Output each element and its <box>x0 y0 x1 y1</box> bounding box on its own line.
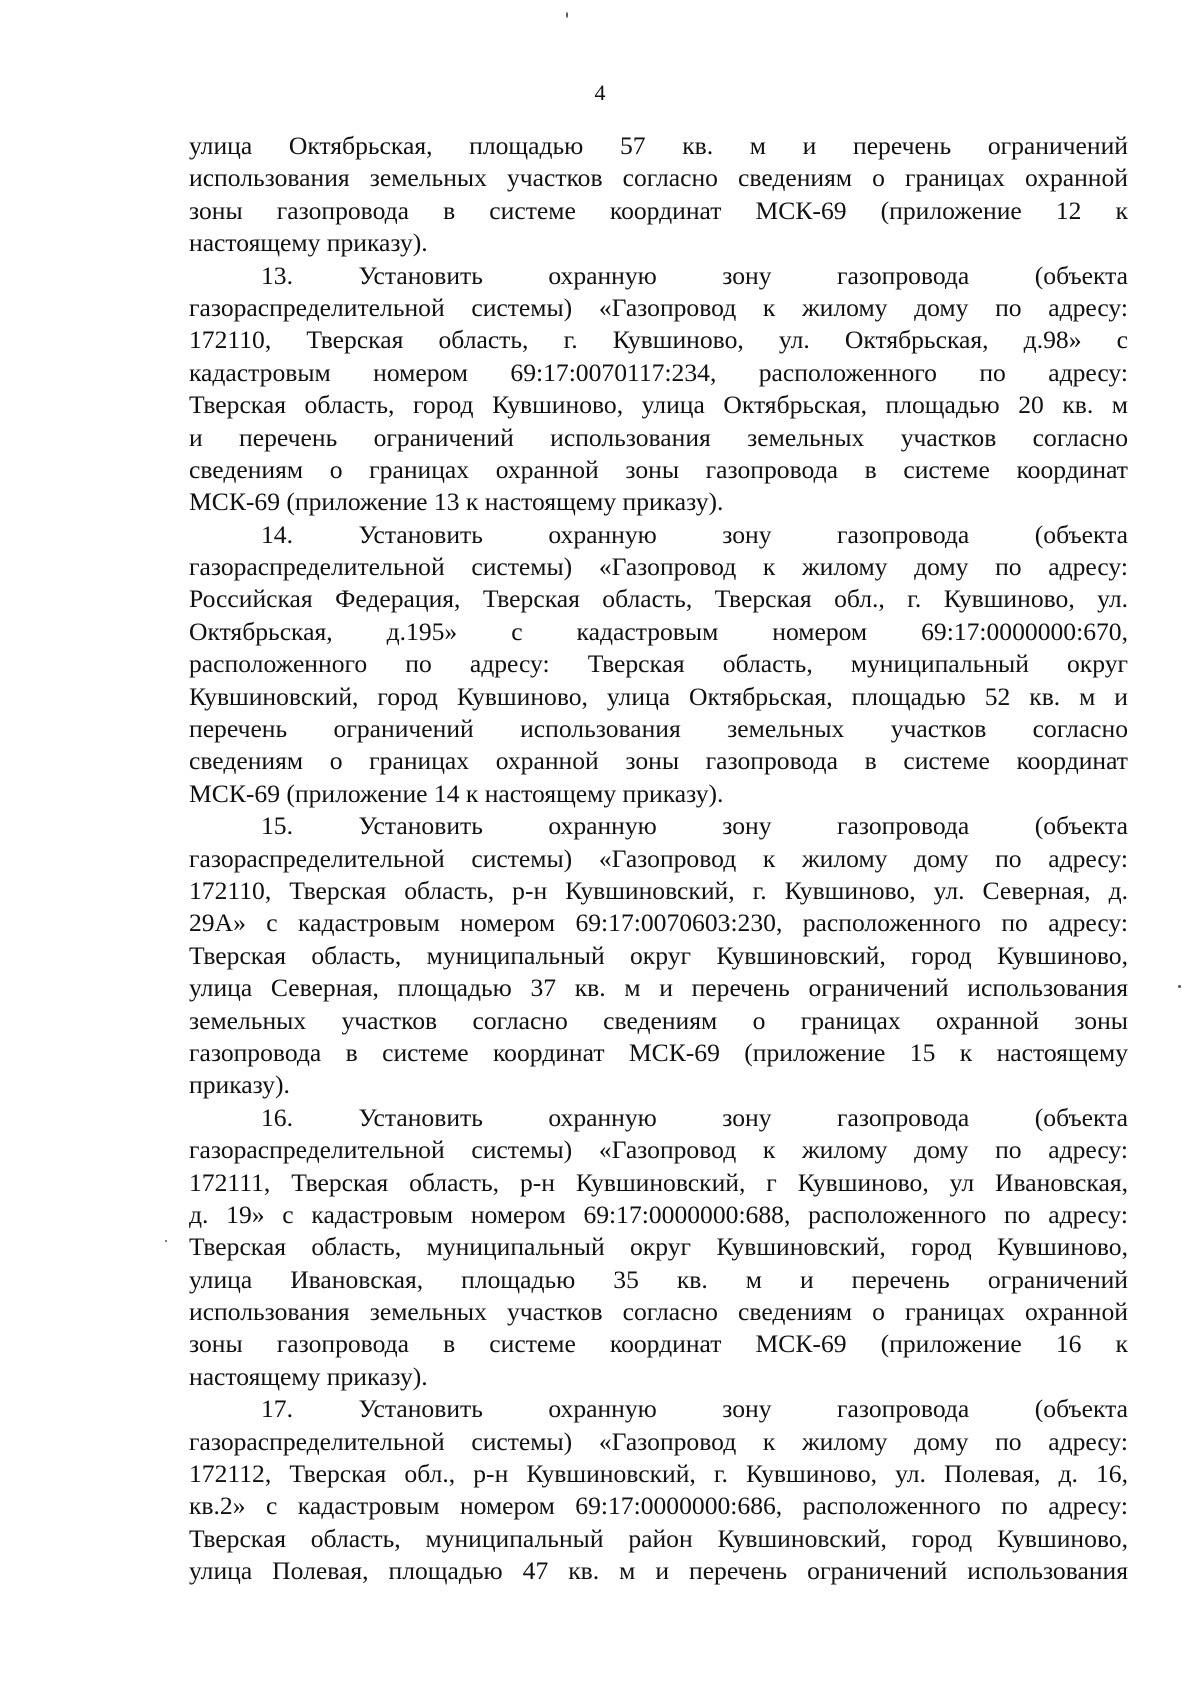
text-line: перечень ограничений использования земельных участков согласно <box>189 714 1128 744</box>
text-line: Кувшиновский, город Кувшиново, улица Октябрьская, площадью 52 кв. м и <box>189 681 1128 711</box>
paragraph-item-15 <box>189 810 1128 1102</box>
text-line: зоны газопровода в системе координат МСК-69 (приложение 16 к <box>189 1329 1128 1359</box>
text-line: и перечень ограничений использования земельных участков согласно <box>189 422 1128 452</box>
text-line: улица Полевая, площадью 47 кв. м и перечень ограничений использования <box>189 1556 1128 1586</box>
text-line: МСК-69 (приложение 14 к настоящему приказу). <box>189 778 724 808</box>
text-line: газораспределительной системы) «Газопровод к жилому дому по адресу: <box>189 292 1128 322</box>
paragraph-item-14 <box>189 519 1128 811</box>
text-line: улица Ивановская, площадью 35 кв. м и перечень ограничений <box>189 1264 1128 1294</box>
text-line: настоящему приказу). <box>189 228 428 258</box>
text-line: 15. Установить охранную зону газопровода (объекта <box>261 811 1128 841</box>
scan-speck <box>165 1240 167 1242</box>
text-line: Тверская область, город Кувшиново, улица Октябрьская, площадью 20 кв. м <box>189 390 1128 420</box>
text-line: зоны газопровода в системе координат МСК-69 (приложение 12 к <box>189 195 1128 225</box>
text-line: приказу). <box>189 1070 290 1100</box>
text-line: д. 19» с кадастровым номером 69:17:0000000:688, расположенного по адресу: <box>189 1199 1128 1229</box>
text-line: улица Октябрьская, площадью 57 кв. м и перечень ограничений <box>189 131 1128 160</box>
text-line: кадастровым номером 69:17:0070117:234, расположенного по адресу: <box>189 357 1128 387</box>
document-body <box>189 130 1128 1588</box>
text-line: Российская Федерация, Тверская область, Тверская обл., г. Кувшиново, ул. <box>189 584 1128 614</box>
text-line: МСК-69 (приложение 13 к настоящему приказу). <box>189 487 724 517</box>
text-line: Тверская область, муниципальный округ Кувшиновский, город Кувшиново, <box>189 1232 1128 1262</box>
scan-speck <box>1178 985 1181 988</box>
text-line: земельных участков согласно сведениям о границах охранной зоны <box>189 1005 1128 1035</box>
text-line: 172112, Тверская обл., р-н Кувшиновский, г. Кувшиново, ул. Полевая, д. 16, <box>189 1459 1128 1489</box>
page-number: 4 <box>594 80 606 105</box>
text-line: 13. Установить охранную зону газопровода (объекта <box>261 260 1128 290</box>
text-line: газопровода в системе координат МСК-69 (приложение 15 к настоящему <box>189 1037 1128 1067</box>
text-line: сведениям о границах охранной зоны газопровода в системе координат <box>189 454 1128 484</box>
text-line: улица Северная, площадью 37 кв. м и перечень ограничений использования <box>189 973 1128 1003</box>
text-line: газораспределительной системы) «Газопровод к жилому дому по адресу: <box>189 552 1128 582</box>
text-line: 14. Установить охранную зону газопровода (объекта <box>261 519 1128 549</box>
text-line: кв.2» с кадастровым номером 69:17:0000000:686, расположенного по адресу: <box>189 1491 1128 1521</box>
text-line: 29А» с кадастровым номером 69:17:0070603:230, расположенного по адресу: <box>189 908 1128 938</box>
text-line: 172110, Тверская область, г. Кувшиново, ул. Октябрьская, д.98» с <box>189 325 1128 355</box>
text-line: сведениям о границах охранной зоны газопровода в системе координат <box>189 746 1128 776</box>
text-line: расположенного по адресу: Тверская область, муниципальный округ <box>189 649 1128 679</box>
text-line: 172111, Тверская область, р-н Кувшиновский, г Кувшиново, ул Ивановская, <box>189 1167 1128 1197</box>
paragraph-continuation <box>189 130 1128 260</box>
text-line: 16. Установить охранную зону газопровода (объекта <box>261 1102 1128 1132</box>
text-line: газораспределительной системы) «Газопровод к жилому дому по адресу: <box>189 1426 1128 1456</box>
text-line: Тверская область, муниципальный округ Кувшиновский, город Кувшиново, <box>189 940 1128 970</box>
text-line: Октябрьская, д.195» с кадастровым номером 69:17:0000000:670, <box>189 616 1128 646</box>
text-line: настоящему приказу). <box>189 1361 428 1391</box>
text-line: 17. Установить охранную зону газопровода (объекта <box>261 1394 1128 1424</box>
scan-speck <box>566 12 568 18</box>
paragraph-item-17 <box>189 1393 1128 1587</box>
text-line: использования земельных участков согласно сведениям о границах охранной <box>189 163 1128 193</box>
text-line: газораспределительной системы) «Газопровод к жилому дому по адресу: <box>189 843 1128 873</box>
text-line: использования земельных участков согласно сведениям о границах охранной <box>189 1297 1128 1327</box>
text-line: 172110, Тверская область, р-н Кувшиновский, г. Кувшиново, ул. Северная, д. <box>189 875 1128 905</box>
text-line: газораспределительной системы) «Газопровод к жилому дому по адресу: <box>189 1135 1128 1165</box>
paragraph-item-16 <box>189 1102 1128 1394</box>
text-line: Тверская область, муниципальный район Кувшиновский, город Кувшиново, <box>189 1523 1128 1553</box>
paragraph-item-13 <box>189 260 1128 519</box>
